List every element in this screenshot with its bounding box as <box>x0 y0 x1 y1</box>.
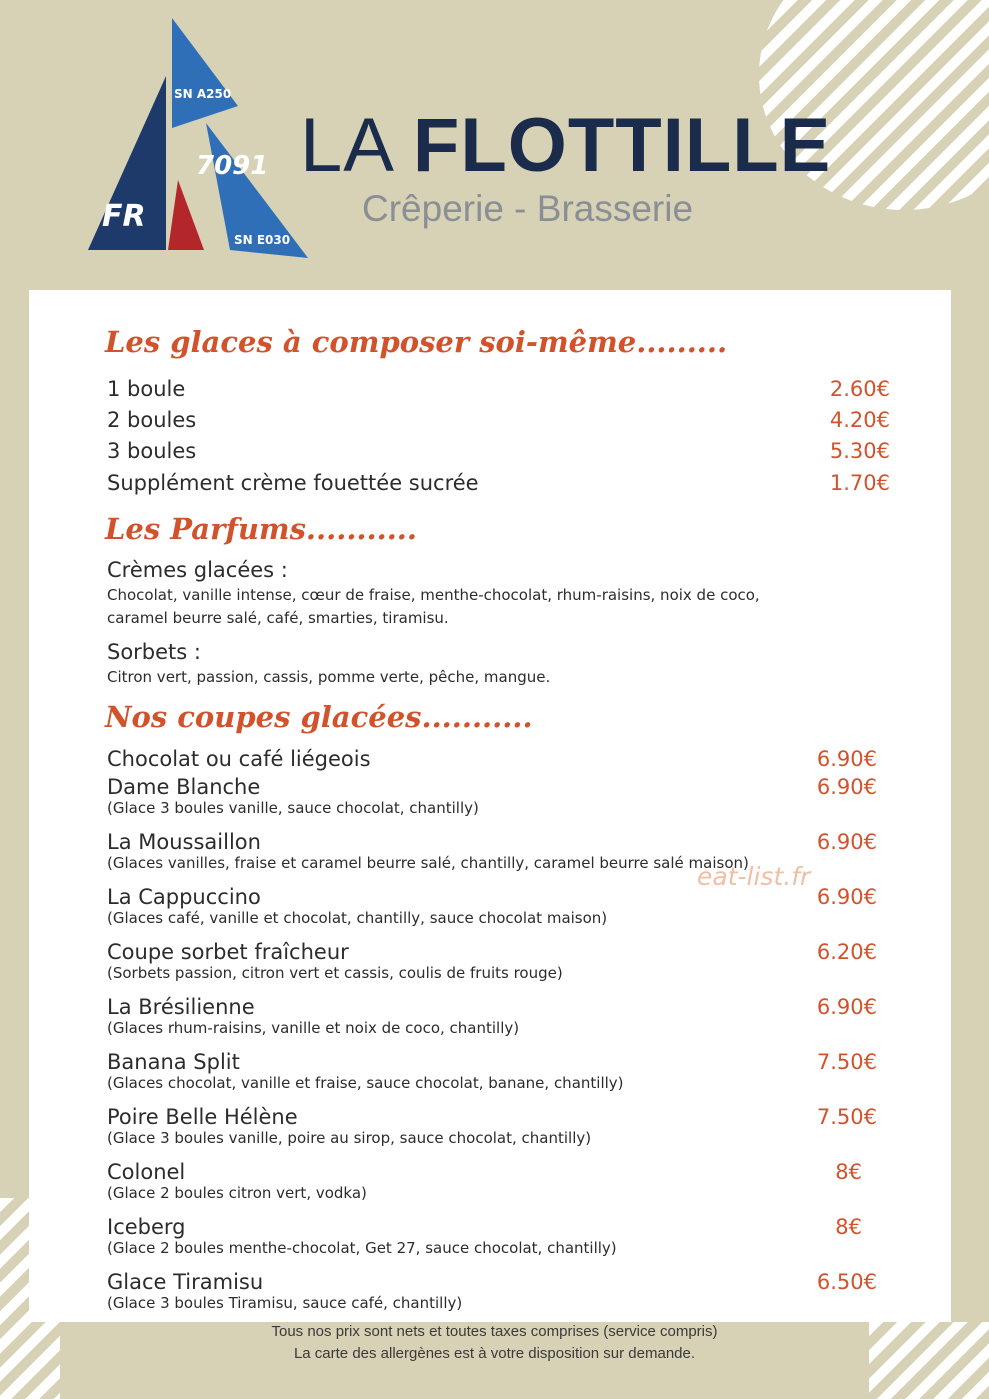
section-title-flavours: Les Parfums........... <box>105 512 417 546</box>
sundae-name: Banana Split <box>107 1050 240 1074</box>
sundae-price: 6.50€ <box>816 1270 877 1294</box>
sundae-price: 7.50€ <box>816 1105 877 1129</box>
sundae-description: (Glaces café, vanille et chocolat, chantilly, sauce chocolat maison) <box>107 909 608 927</box>
cremes-list: Chocolat, vanille intense, cœur de fraise, menthe-chocolat, rhum-raisins, noix de coco, caramel beurre salé, café, smarties, tiramisu. <box>107 586 760 627</box>
brand-subtitle: Crêperie - Brasserie <box>362 188 694 229</box>
sails-logo <box>88 18 312 266</box>
sundae-name: La Brésilienne <box>107 995 255 1019</box>
sundae-price: 6.90€ <box>816 830 877 854</box>
sail-text-1: SN A250 <box>174 87 232 101</box>
sundae-name: Colonel <box>107 1160 186 1184</box>
build-item-name: 1 boule <box>107 377 186 401</box>
sundae-name: Coupe sorbet fraîcheur <box>107 940 349 964</box>
sundae-description: (Glace 2 boules citron vert, vodka) <box>107 1184 367 1202</box>
sundae-description: (Glaces chocolat, vanille et fraise, sauce chocolat, banane, chantilly) <box>107 1074 624 1092</box>
sail-red <box>168 180 204 250</box>
build-item-price: 4.20€ <box>829 408 890 432</box>
sundae-price: 6.90€ <box>816 885 877 909</box>
brand-name-light: LA <box>300 103 391 188</box>
build-item-price: 5.30€ <box>829 439 890 463</box>
sundae-name: La Cappuccino <box>107 885 261 909</box>
sundae-name: Glace Tiramisu <box>107 1270 264 1294</box>
sail-text-2: 7091 <box>196 151 269 181</box>
sail-blue-top <box>172 18 238 128</box>
sundae-description: (Glace 2 boules menthe-chocolat, Get 27, sauce chocolat, chantilly) <box>107 1239 617 1257</box>
sundae-name: Dame Blanche <box>107 775 261 799</box>
sundae-price: 6.20€ <box>816 940 877 964</box>
sundae-description: (Glace 3 boules vanille, poire au sirop, sauce chocolat, chantilly) <box>107 1129 592 1147</box>
sundae-name: Iceberg <box>107 1215 186 1239</box>
sundae-name: La Moussaillon <box>107 830 261 854</box>
sail-text-4: SN E030 <box>234 233 291 247</box>
sundae-description: (Glace 3 boules Tiramisu, sauce café, chantilly) <box>107 1294 463 1312</box>
section-title-sundaes: Nos coupes glacées........... <box>105 700 533 734</box>
build-item-name: 2 boules <box>107 408 197 432</box>
sail-text-3: FR <box>102 199 146 234</box>
sundae-price: 6.90€ <box>816 995 877 1019</box>
sundae-price: 6.90€ <box>816 747 877 771</box>
footer-line-2: La carte des allergènes est à votre disposition sur demande. <box>293 1345 696 1362</box>
sundae-description: (Glace 3 boules vanille, sauce chocolat, chantilly) <box>107 799 479 817</box>
footer-line-1: Tous nos prix sont nets et toutes taxes comprises (service compris) <box>271 1323 718 1340</box>
brand-name-bold: FLOTTILLE <box>412 103 832 188</box>
sundae-description: (Glaces vanilles, fraise et caramel beurre salé, chantilly, caramel beurre salé maison) <box>107 854 749 872</box>
sundae-price: 6.90€ <box>816 775 877 799</box>
section-title-build: Les glaces à composer soi-même......... <box>105 325 728 359</box>
sundae-name: Chocolat ou café liégeois <box>107 747 371 771</box>
build-item-price: 2.60€ <box>829 377 890 401</box>
build-item-name: Supplément crème fouettée sucrée <box>107 471 479 495</box>
sorbets-title: Sorbets : <box>107 640 201 664</box>
cremes-title: Crèmes glacées : <box>107 558 288 582</box>
sorbets-list: Citron vert, passion, cassis, pomme verte, pêche, mangue. <box>107 668 551 686</box>
sundae-name: Poire Belle Hélène <box>107 1105 298 1129</box>
sundae-description: (Glaces rhum-raisins, vanille et noix de coco, chantilly) <box>107 1019 520 1037</box>
sundae-price: 8€ <box>835 1160 862 1184</box>
build-item-name: 3 boules <box>107 439 197 463</box>
build-item-price: 1.70€ <box>829 471 890 495</box>
watermark: eat-list.fr <box>697 862 811 891</box>
sundae-description: (Sorbets passion, citron vert et cassis, coulis de fruits rouge) <box>107 964 563 982</box>
sundae-price: 7.50€ <box>816 1050 877 1074</box>
brand-name <box>300 102 831 189</box>
sundae-price: 8€ <box>835 1215 862 1239</box>
